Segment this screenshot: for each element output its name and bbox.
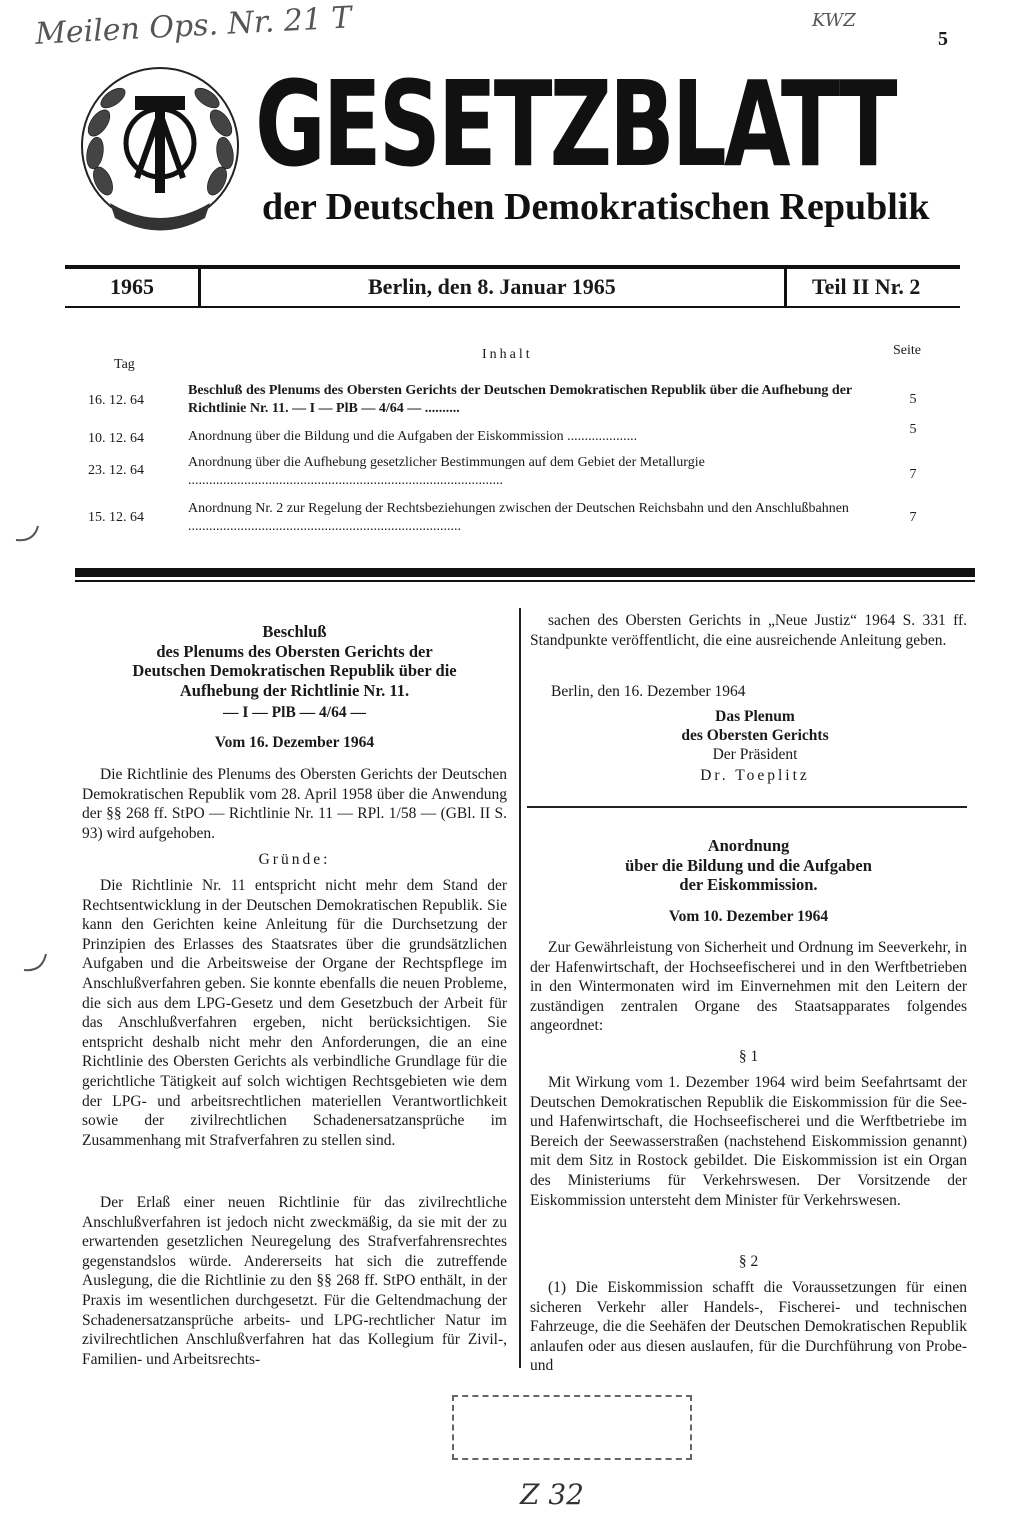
contents-heading: Inhalt [482, 347, 533, 362]
issue-year: 1965 [110, 274, 154, 299]
contents-entry-text: Beschluß des Plenums des Obersten Gerichts der Deutschen Demokratischen Republik über die Aufhebung der Richtlinie Nr. 11. — I — PlB — 4/64 — .......... [188, 383, 852, 416]
contents-rule-thick [75, 568, 975, 577]
continuation-paragraph: sachen des Obersten Gerichts in „Neue Justiz“ 1964 S. 331 ff. Standpunkte veröffentlicht, die eine ausreichende Anleitung geben. [530, 612, 967, 649]
section-text: (1) Die Eiskommission schafft die Voraussetzungen für einen sicheren Verkehr aller Handels-, Fischerei- und technischen Fahrzeuge, die die Seehäfen der Deutschen Demokratischen Republik anlaufen oder aus diesen auslaufen, für die Durchführung von Probe- und [530, 1279, 967, 1375]
contents-entry-page: 7 [909, 510, 917, 525]
issue-bar-divider [198, 269, 201, 306]
handwritten-note-bottom: Z 32 [520, 1478, 584, 1511]
column-divider [519, 608, 521, 1368]
contents-entry-page: 5 [909, 392, 917, 407]
section-heading: § 2 [738, 1253, 759, 1270]
issue-place-date: Berlin, den 8. Januar 1965 [368, 274, 616, 299]
margin-mark [12, 520, 42, 550]
margin-mark [20, 950, 50, 980]
contents-entry-text: Anordnung Nr. 2 zur Regelung der Rechtsbeziehungen zwischen der Deutschen Reichsbahn und den Anschlußbahnen .............................................................................. [188, 501, 849, 534]
contents-entry-text: Anordnung über die Aufhebung gesetzlicher Bestimmungen auf dem Gebiet der Metallurgie .......................................................................................... [188, 455, 705, 488]
reasons-paragraph: Der Erlaß einer neuen Richtlinie für das zivilrechtliche Anschlußverfahren ist jedoch nicht zweckmäßig, da sie mit der zu erwartenden gesetzlichen Neuregelung des Strafverfahrensrechtes gegenstandslos würde. Andererseits hat sich die zutreffende Auslegung, die die Richtlinie zu den §§ 268 ff. StPO enthält, in der Praxis im wesentlichen durchgesetzt. Für die Geltendmachung der Schadenersatzansprüche arbeits- und LPG-rechtlicher Natur im zivilrechtlichen Anschlußverfahren hat das Kollegium für Zivil-, Familien- und Arbeitsrechts- [82, 1194, 507, 1368]
page-number: 5 [938, 28, 948, 50]
signature-body: des Obersten Gerichts [681, 727, 829, 744]
section-heading: § 1 [738, 1048, 759, 1065]
resolution-paragraph: Die Richtlinie des Plenums des Obersten Gerichts der Deutschen Demokratischen Republik vom 28. April 1958 über die Anwendung der §§ 268 ff. StPO — Richtlinie Nr. 11 — RPl. 1/58 — (GBl. II S. 93) wird aufgehoben. [82, 766, 507, 842]
contents-entry-page: 7 [909, 467, 917, 482]
contents-rule-thin [75, 580, 975, 582]
signature-name: Dr. Toeplitz [700, 767, 810, 784]
contents-col-page: Seite [893, 343, 921, 358]
ordinance-date: Vom 10. Dezember 1964 [668, 908, 829, 925]
handwritten-note-top-left: Meilen Ops. Nr. 21 T [34, 0, 353, 52]
ordinance-intro: Zur Gewährleistung von Sicherheit und Ordnung im Seeverkehr, in der Hafenwirtschaft, der Hochseefischerei und in den Werftbetrieben in den Wintermonaten wird im Einvernehmen mit den Leitern der zuständigen zentralen Organe des Staatsapparates folgendes angeordnet: [530, 939, 967, 1035]
resolution-reference: — I — PlB — 4/64 — [223, 704, 366, 721]
contents-entry-date: 16. 12. 64 [88, 393, 144, 408]
contents-col-date: Tag [114, 357, 135, 372]
section-text: Mit Wirkung vom 1. Dezember 1964 wird beim Seefahrtsamt der Deutschen Demokratischen Republik die Eiskommission für die See- und Hafenwirtschaft, die Hochseefischerei und die Werftbetriebe im Bereich der Seewasserstraßen (nachstehend Eiskommission genannt) mit dem Sitz in Rostock gebildet. Die Eiskommission ist ein Organ des Ministeriums für Verkehrswesen. Der Vorsitzende der Eiskommission untersteht dem Minister für Verkehrswesen. [530, 1074, 967, 1209]
state-emblem [75, 58, 245, 243]
resolution-date: Vom 16. Dezember 1964 [214, 734, 375, 751]
signature-body: Das Plenum [715, 708, 795, 725]
contents-entry-date: 23. 12. 64 [88, 463, 144, 478]
contents-entry-date: 15. 12. 64 [88, 510, 144, 525]
reasons-heading: Gründe: [258, 851, 331, 868]
masthead-title: GESETZBLATT [255, 55, 895, 193]
contents-entry-date: 10. 12. 64 [88, 431, 144, 446]
masthead-subtitle: der Deutschen Demokratischen Republik [262, 186, 930, 228]
reasons-paragraph: Die Richtlinie Nr. 11 entspricht nicht mehr dem Stand der Rechtsentwicklung in der Deutschen Demokratischen Republik. Sie kann den Gerichten keine Anleitung für die Durchsetzung der Prinzipien des Erlasses des Staatsrates über die grundsätzlichen Aufgaben und die Arbeitsweise der Organe der Rechtspflege im Anschlußverfahren geben. Sie konnte ebenfalls die neuen Probleme, die sich aus dem LPG-Gesetz und dem Gesetzbuch der Arbeit für das Anschlußverfahren ergeben, nicht berücksichtigen. Sie entspricht deshalb nicht mehr den Anforderungen, die an eine Richtlinie des Obersten Gerichts als verbindliche Grundlage für die gerichtliche Tätigkeit auf solch wichtigen Rechtsgebieten wie dem der LPG- und arbeitsrechtlichen materiellen Verantwortlichkeit sowie der zivilrechtlichen Schadenersatzansprüche im Zusammenhang mit Strafverfahren zu stellen sind. [82, 877, 507, 1149]
contents-entry-text: Anordnung über die Bildung und die Aufgaben der Eiskommission .................... [188, 429, 638, 444]
section-separator [527, 806, 967, 808]
signature-role: Der Präsident [712, 746, 798, 763]
handwritten-note-top-right: KWZ [812, 10, 856, 31]
resolution-title: Beschluß des Plenums des Obersten Gerichts der Deutschen Demokratischen Republik über die Aufhebung der Richtlinie Nr. 11. [132, 622, 457, 700]
ordinance-title: Anordnung über die Bildung und die Aufgaben der Eiskommission. [625, 836, 872, 894]
issue-bar-divider [784, 269, 787, 306]
library-stamp [452, 1395, 692, 1460]
signature-place-date: Berlin, den 16. Dezember 1964 [551, 683, 746, 700]
contents-entry-page: 5 [909, 422, 917, 437]
issue-part: Teil II Nr. 2 [812, 274, 921, 299]
issue-bar-bottom-rule [65, 306, 960, 308]
